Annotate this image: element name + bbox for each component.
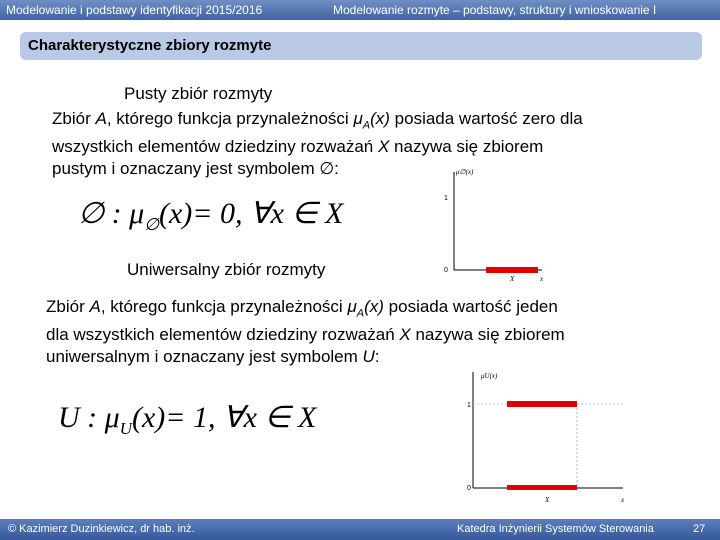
x-axis-label: x bbox=[621, 496, 625, 504]
page-number: 27 bbox=[693, 523, 706, 535]
slide-title: Charakterystyczne zbiory rozmyte bbox=[28, 37, 272, 54]
universal-set-heading: Uniwersalny zbiór rozmyty bbox=[127, 260, 326, 279]
empty-set-heading: Pusty zbiór rozmyty bbox=[124, 84, 273, 103]
tick-label-1: 1 bbox=[444, 195, 448, 202]
membership-bar bbox=[486, 267, 538, 273]
empty-set-membership-graph bbox=[432, 164, 552, 286]
universal-set-membership-graph bbox=[455, 366, 635, 510]
universal-set-definition bbox=[46, 296, 565, 368]
footer-author: © Kazimierz Duzinkiewicz, dr hab. inż. bbox=[8, 523, 195, 535]
footer-department: Katedra Inżynierii Systemów Sterowania bbox=[457, 523, 654, 535]
empty-set-formula: ∅ : $\mu_\emptyset(x)= 0$, ∀x ∈ X bbox=[78, 197, 344, 234]
membership-bar bbox=[507, 401, 577, 407]
empty-set-line-1: Zbiór A, którego funkcja przynależności $\mu_A(x)$ posiada wartość zero dla bbox=[52, 109, 583, 132]
empty-set-line-2: wszystkich elementów dziedziny rozważań X nazywa się zbiorem bbox=[52, 137, 544, 157]
x-set-label: X bbox=[510, 275, 515, 283]
y-axis-label: μU(x) bbox=[481, 372, 498, 380]
course-title: Modelowanie i podstawy identyfikacji 2015/2016 bbox=[6, 3, 263, 17]
universal-set-line-2: dla wszystkich elementów dziedziny rozważań X nazywa się zbiorem bbox=[46, 325, 565, 345]
tick-label-0: 0 bbox=[467, 485, 471, 492]
universal-set-formula: U : $\mu_U(x)= 1$, ∀x ∈ X bbox=[58, 401, 317, 438]
tick-label-1: 1 bbox=[467, 402, 471, 409]
universal-set-line-1: Zbiór A, którego funkcja przynależności $\mu_A(x)$ posiada wartość jeden bbox=[46, 297, 558, 320]
empty-set-line-3: pustym i oznaczany jest symbolem ∅: bbox=[52, 159, 339, 179]
x-axis-label: x bbox=[540, 275, 544, 283]
x-set-label: X bbox=[545, 496, 550, 504]
header-bar bbox=[0, 0, 720, 20]
universal-set-line-3: uniwersalnym i oznaczany jest symbolem U: bbox=[46, 347, 380, 367]
footer-bar bbox=[0, 519, 720, 540]
lecture-title: Modelowanie rozmyte – podstawy, struktury i wnioskowanie I bbox=[333, 3, 657, 17]
y-axis-label: μ∅(x) bbox=[456, 168, 474, 176]
support-bar bbox=[507, 485, 577, 490]
tick-label-0: 0 bbox=[444, 267, 448, 274]
slide-title-bar bbox=[20, 32, 702, 60]
